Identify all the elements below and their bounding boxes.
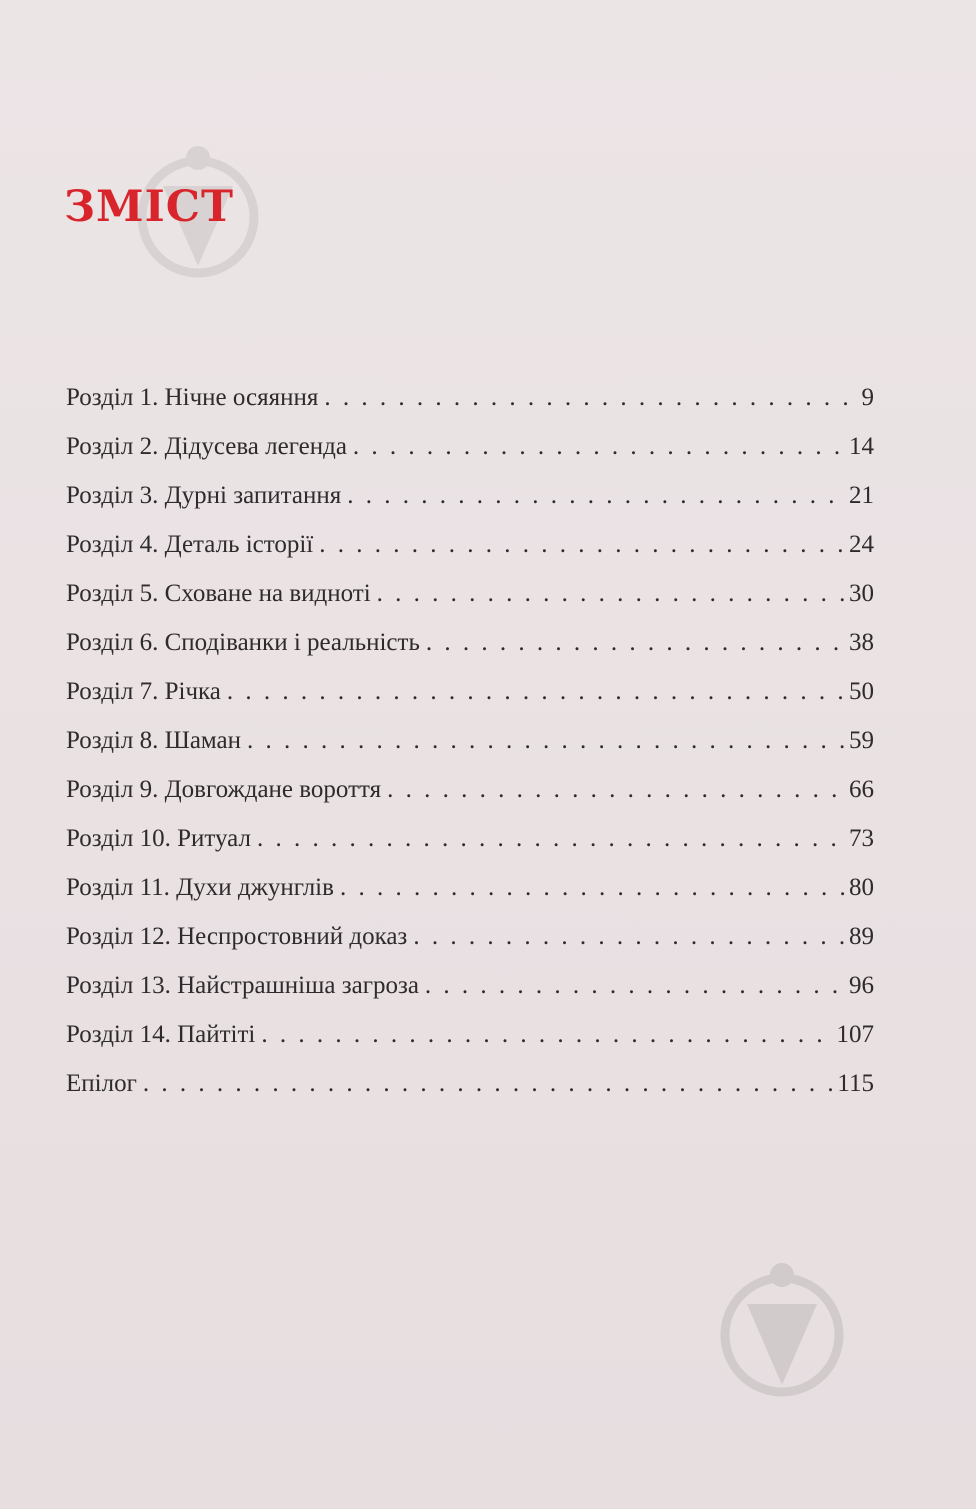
toc-entry-page-number: 89 [849,923,874,950]
toc-leader-dots [143,1068,836,1100]
toc-entry-label: Розділ 1. Нічне осяяння [66,384,319,411]
toc-leader-dots [257,823,847,855]
toc-entry[interactable] [66,1019,874,1068]
toc-leader-dots [347,480,847,512]
toc-leader-dots [261,1019,834,1051]
toc-entry-label: Розділ 7. Річка [66,678,221,705]
toc-entry[interactable] [66,382,874,431]
toc-entry-page-number: 38 [849,629,874,656]
toc-entry-label: Розділ 10. Ритуал [66,825,251,852]
toc-leader-dots [413,921,847,953]
toc-leader-dots [227,676,847,708]
table-of-contents [66,382,874,1117]
toc-entry-page-number: 21 [849,482,874,509]
toc-entry-page-number: 73 [849,825,874,852]
toc-entry[interactable] [66,480,874,529]
toc-entry[interactable] [66,676,874,725]
toc-entry-label: Розділ 8. Шаман [66,727,242,754]
store-logo-watermark-icon [718,1255,846,1399]
toc-entry[interactable] [66,970,874,1019]
toc-leader-dots [387,774,847,806]
toc-entry[interactable] [66,823,874,872]
toc-entry[interactable] [66,578,874,627]
toc-entry-label: Розділ 6. Сподіванки і реальність [66,629,420,656]
toc-entry-page-number: 50 [849,678,874,705]
toc-entry-page-number: 14 [849,433,874,460]
toc-entry[interactable] [66,921,874,970]
toc-leader-dots [377,578,847,610]
toc-entry-page-number: 24 [849,531,874,558]
toc-entry-label: Епілог [66,1070,137,1097]
toc-leader-dots [324,382,859,414]
toc-leader-dots [247,725,847,757]
toc-leader-dots [426,627,847,659]
toc-leader-dots [353,431,847,463]
toc-entry-page-number: 66 [849,776,874,803]
toc-entry-page-number: 30 [849,580,874,607]
toc-entry-label: Розділ 3. Дурні запитання [66,482,342,509]
toc-entry-page-number: 9 [861,384,874,411]
toc-entry-page-number: 107 [836,1021,874,1048]
toc-entry-label: Розділ 2. Дідусева легенда [66,433,347,460]
toc-entry[interactable] [66,529,874,578]
toc-entry[interactable] [66,872,874,921]
toc-entry[interactable] [66,774,874,823]
toc-entry-label: Розділ 11. Духи джунглів [66,874,334,901]
toc-leader-dots [319,529,847,561]
toc-entry[interactable] [66,627,874,676]
toc-entry-label: Розділ 4. Деталь історії [66,531,314,558]
toc-entry-page-number: 96 [849,972,874,999]
toc-entry-page-number: 59 [849,727,874,754]
page-title: ЗМІСТ [64,182,234,232]
toc-entry-page-number: 115 [837,1070,874,1097]
toc-entry-page-number: 80 [849,874,874,901]
toc-entry-label: Розділ 13. Найстрашніша загроза [66,972,419,999]
toc-leader-dots [425,970,847,1002]
toc-entry[interactable] [66,431,874,480]
toc-entry[interactable] [66,1068,874,1117]
toc-leader-dots [340,872,847,904]
toc-entry-label: Розділ 5. Сховане на видноті [66,580,371,607]
toc-entry[interactable] [66,725,874,774]
toc-entry-label: Розділ 14. Пайтіті [66,1021,256,1048]
toc-entry-label: Розділ 9. Довгождане вороття [66,776,382,803]
toc-entry-label: Розділ 12. Неспростовний доказ [66,923,408,950]
watermark-bottom [718,1255,846,1399]
